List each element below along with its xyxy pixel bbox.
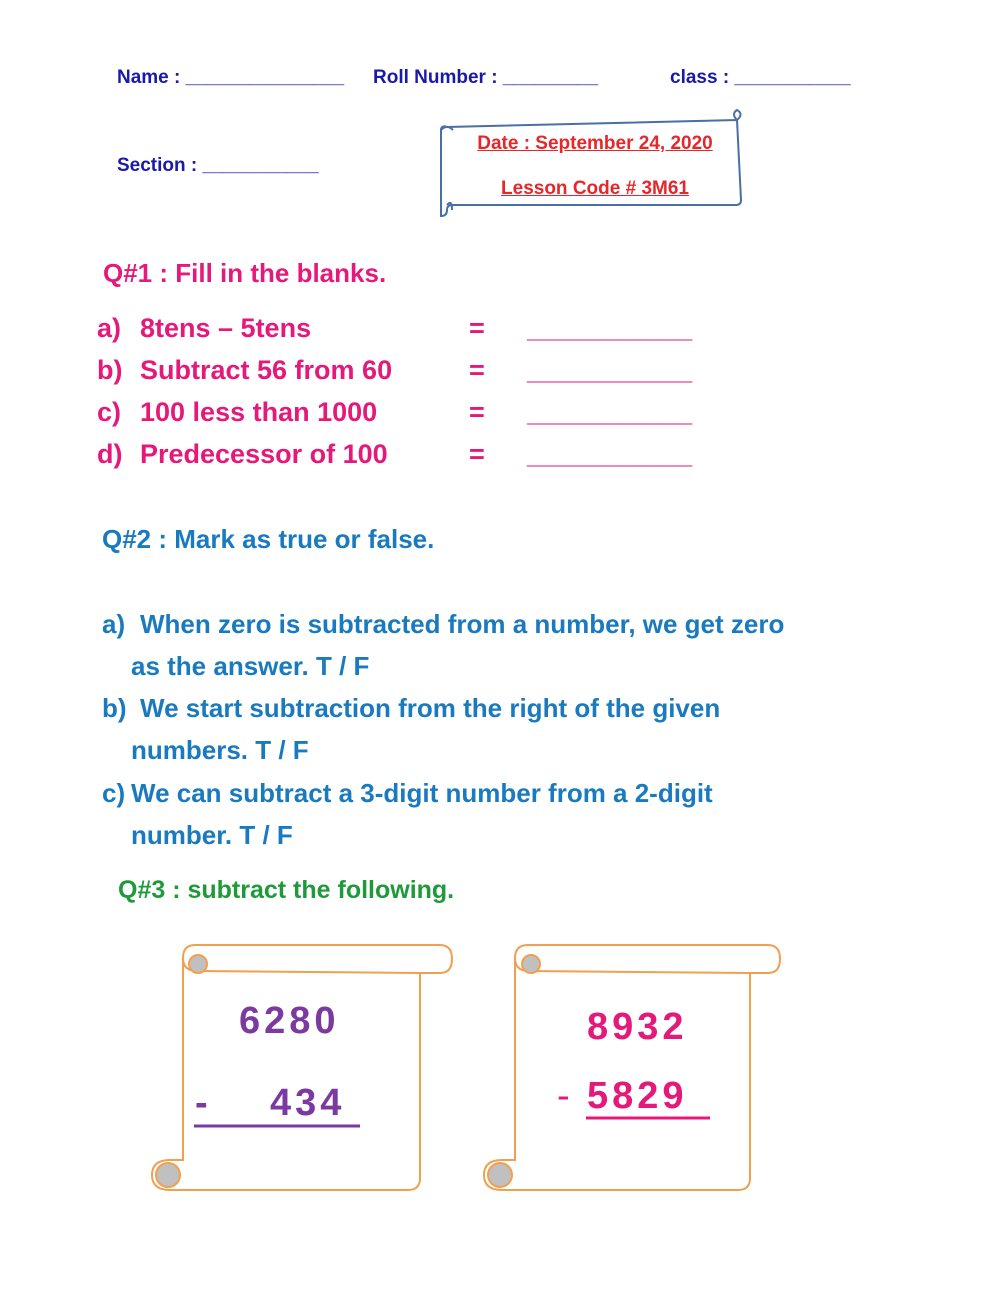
minuend: 8932	[587, 1006, 688, 1048]
subtrahend: 434	[270, 1082, 346, 1124]
q1-item-text: 100 less than 1000	[140, 397, 378, 427]
q2-item-letter: c)	[102, 778, 126, 808]
name-field[interactable]: Name : _______________	[117, 67, 345, 88]
q1-answer-blank[interactable]: ___________	[527, 439, 693, 469]
q1-item-letter: a)	[97, 313, 122, 343]
q1-answer-blank[interactable]: ___________	[527, 313, 693, 343]
roll-number-field[interactable]: Roll Number : _________	[373, 67, 598, 88]
q1-item-letter: d)	[97, 439, 123, 469]
q1-item-text: 8tens – 5tens	[140, 313, 312, 343]
q2-item-line2[interactable]: number. T / F	[131, 820, 293, 850]
section-field[interactable]: Section : ___________	[117, 155, 319, 176]
q1-item-equals: =	[469, 439, 485, 469]
date-scroll-banner	[441, 110, 741, 216]
q1-answer-blank[interactable]: ___________	[527, 397, 693, 427]
q1-item-equals: =	[469, 313, 485, 343]
q1-item-letter: c)	[97, 397, 122, 427]
q1-item-text: Predecessor of 100	[140, 439, 388, 469]
q2-item-line2[interactable]: as the answer. T / F	[131, 651, 370, 681]
q1-item-letter: b)	[97, 355, 123, 385]
date-text: Date : September 24, 2020	[477, 133, 713, 154]
scroll-frame-2	[484, 945, 780, 1190]
q1-heading: Q#1 : Fill in the blanks.	[103, 258, 387, 288]
scroll-frame-1	[152, 945, 452, 1190]
q3-heading: Q#3 : subtract the following.	[118, 876, 455, 904]
q2-heading: Q#2 : Mark as true or false.	[102, 524, 435, 554]
class-field[interactable]: class : ___________	[670, 67, 851, 88]
lesson-code-text: Lesson Code # 3M61	[501, 178, 689, 199]
minus-sign: -	[557, 1075, 574, 1117]
q1-item-equals: =	[469, 397, 485, 427]
minuend: 6280	[239, 1000, 340, 1042]
q1-answer-blank[interactable]: ___________	[527, 355, 693, 385]
q2-item-letter: a)	[102, 609, 126, 639]
q2-item-letter: b)	[102, 693, 127, 723]
minus-sign: -	[195, 1082, 212, 1124]
q2-item-line1: When zero is subtracted from a number, we get zero	[140, 609, 785, 639]
q2-item-line1: We start subtraction from the right of the given	[140, 693, 721, 723]
subtrahend: 5829	[587, 1075, 688, 1117]
q1-item-text: Subtract 56 from 60	[140, 355, 393, 385]
q1-item-equals: =	[469, 355, 485, 385]
q2-item-line1: We can subtract a 3-digit number from a 2-digit	[131, 778, 713, 808]
q2-item-line2[interactable]: numbers. T / F	[131, 735, 309, 765]
